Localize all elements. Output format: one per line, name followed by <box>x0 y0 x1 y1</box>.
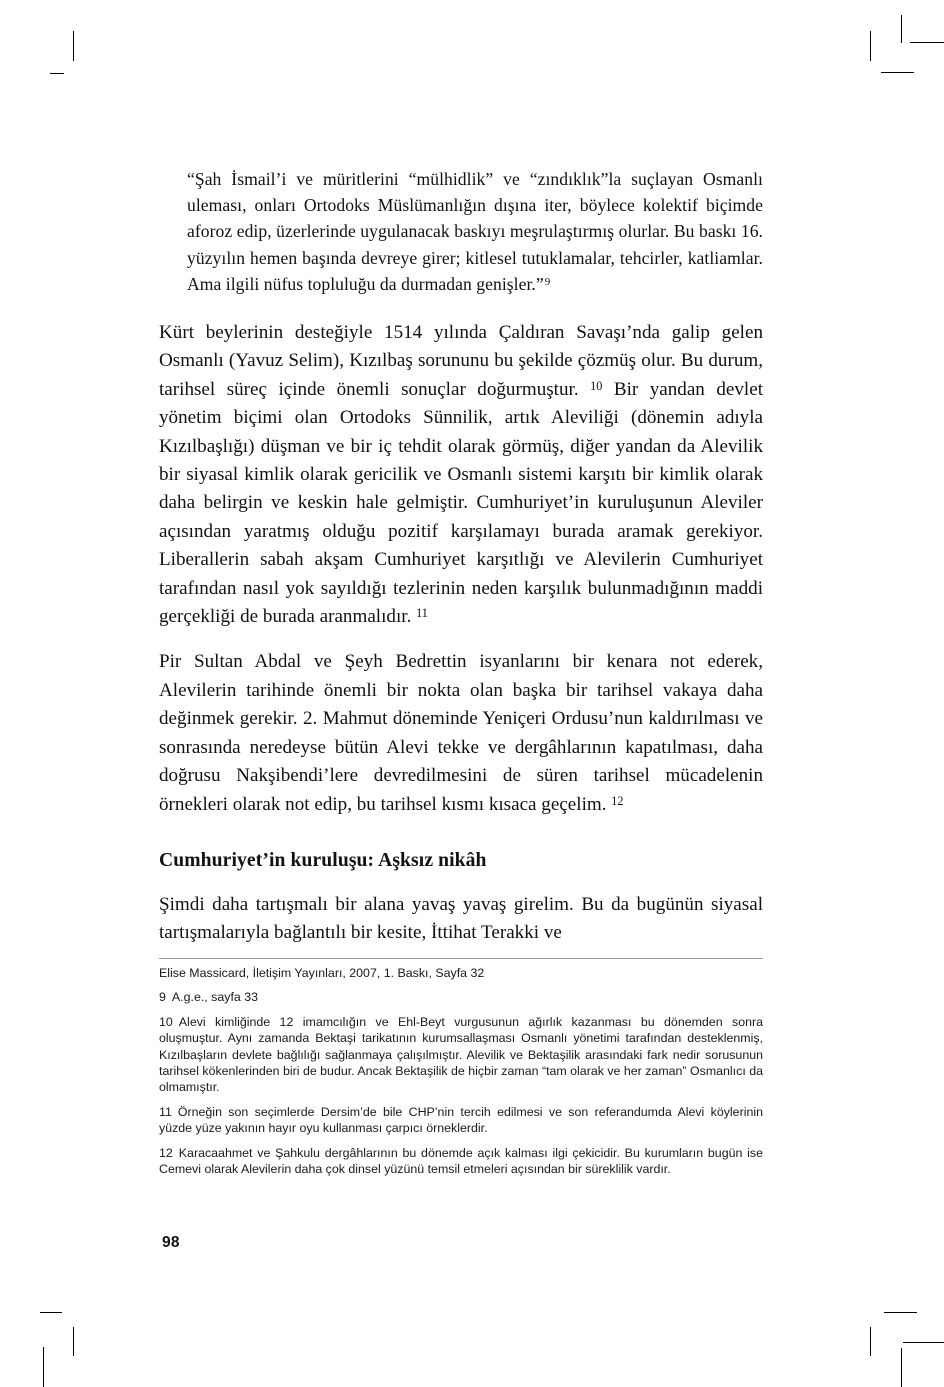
crop-mark-bottom-left-inner-vertical <box>73 1327 74 1356</box>
footnote-9 <box>159 989 763 1005</box>
section-heading: Cumhuriyet’in kuruluşu: Aşksız nikâh <box>159 849 487 871</box>
crop-mark-bottom-right-upper-horizontal <box>884 1312 917 1313</box>
footnote-number: 9 <box>159 990 166 1005</box>
body-paragraph-1 <box>159 319 763 631</box>
footnote-separator-rule <box>159 958 763 959</box>
blockquote <box>187 166 763 297</box>
paragraph-1-part-1: Kürt beylerinin desteğiyle 1514 yılında Çaldıran Savaşı’nda galip gelen Osmanlı (Yavuz Selim), Kızılbaş sorununu bu şekilde çözmüş olur. Bu durum, tarihsel süreç içinde önemli sonuçlar doğurmuştur. <box>159 322 763 400</box>
footnote-number: 12 <box>159 1145 173 1160</box>
footnote-11 <box>159 1104 763 1137</box>
crop-mark-top-right-outer-horizontal <box>881 72 914 73</box>
footnote-ref-12[interactable]: 12 <box>611 793 624 808</box>
footnote-ref-11[interactable]: 11 <box>416 605 428 620</box>
crop-mark-bottom-right-outer-vertical <box>901 1348 902 1387</box>
footnotes-block <box>159 965 763 1177</box>
footnote-12 <box>159 1145 763 1178</box>
crop-mark-bottom-right-inner-vertical <box>870 1327 871 1356</box>
footnote-text: Alevi kimliğinde 12 imamcılığın ve Ehl-Beyt vurgusunun ağırlık kazanması bu dönemden sonra oluşmuştur. Aynı zamanda Bektaşi tarikatının kurumsallaşması Osmanlı yönetimi tarafından desteklenmiş, Kızılbaşların devlete bağlılığı sağlanmaya çalışılmıştır. Alevilik ve Bektaşilik arasındaki fark nedir sorusunun tarihsel kökenlerinden biri de budur. Ancak Bektaşilik de hiçbir zaman “tam olarak ve her zaman” Osmanlıcı da olmamıştır. <box>159 1014 763 1095</box>
footnote-ref-9[interactable]: 9 <box>544 275 551 288</box>
footnote-text: Örneğin son seçimlerde Dersim’de bile CHP’nin tercih edilmesi ve son referandumda Alevi köylerinin yüzde yüze yakının hayır oyu kullanması çarpıcı örneklerdir. <box>159 1104 763 1136</box>
crop-mark-bottom-left-outer-vertical <box>43 1347 44 1387</box>
body-paragraph-2 <box>159 648 763 818</box>
footnote-text: A.g.e., sayfa 33 <box>171 990 259 1005</box>
paragraph-1-part-2: Bir yandan devlet yönetim biçimi olan Ortodoks Sünnilik, artık Aleviliği (dönemin adıyla Kızılbaşlığı) düşman ve bir iç tehdit olarak görmüş, diğer yandan da Alevilik bir siyasal kimlik olarak gericilik ve Osmanlı sistemi karşıtı bir kimlik olarak daha belirgin ve keskin hale gelmiştir. Cumhuriyet’in kuruluşunun Aleviler açısından yaratmış olduğu pozitif karşılamayı burada aramak gerekiyor. Liberallerin sabah akşam Cumhuriyet karşıtlığı ve Alevilerin Cumhuriyet tarafından nasıl yok sayıldığı tezlerinin neden karşılık bulunmadığının maddi gerçekliği de burada aranmalıdır. <box>159 378 763 628</box>
text-column <box>159 166 763 948</box>
crop-mark-top-left-vertical <box>73 31 74 61</box>
crop-mark-top-right-inner-horizontal <box>910 42 944 43</box>
page-number: 98 <box>162 1234 180 1251</box>
footnote-text: Elise Massicard, İletişim Yayınları, 2007, 1. Baskı, Sayfa 32 <box>159 966 485 980</box>
crop-mark-top-right-outer-vertical <box>901 15 902 43</box>
crop-mark-top-right-inner-vertical <box>870 31 871 61</box>
crop-mark-bottom-right-lower-horizontal <box>903 1342 944 1343</box>
footnote-source-line <box>159 965 763 981</box>
body-paragraph-3: Şimdi daha tartışmalı bir alana yavaş yavaş girelim. Bu da bugünün siyasal tartışmalarıyla bağlantılı bir kesite, İttihat Terakki ve <box>159 893 763 944</box>
blockquote-text: “Şah İsmail’i ve müritlerini “mülhidlik” ve “zındıklık”la suçlayan Osmanlı uleması, onları Ortodoks Müslümanlığın dışına iter, böylece kolektif biçimde aforoz edip, üzerlerinde uygulanacak baskıyı meşrulaştırmış olurlar. Bu baskı 16. yüzyılın hemen başında devreye girer; kitlesel tutuklamalar, tehcirler, katliamlar. Ama ilgili nüfus topluluğu da durmadan genişler.” <box>187 169 763 294</box>
paragraph-2-text: Pir Sultan Abdal ve Şeyh Bedrettin isyanlarını bir kenara not ederek, Alevilerin tarihinde önemli bir nokta olan başka bir tarihsel vakaya daha değinmek gerekir. 2. Mahmut döneminde Yeniçeri Ordusu’nun kaldırılması ve sonrasında neredeyse bütün Alevi tekke ve dergâhlarının kapatılması, daha doğrusu Nakşibendi’lere devredilmesini de süren tarihsel mücadelenin örnekleri olarak not edip, bu tarihsel kısmı kısaca geçelim. <box>159 651 763 815</box>
crop-mark-bottom-left-horizontal <box>40 1312 62 1313</box>
footnote-number: 11 <box>159 1104 172 1119</box>
footnote-number: 10 <box>159 1014 173 1029</box>
footnote-text: Karacaahmet ve Şahkulu dergâhlarının bu dönemde açık kalması ilgi çekicidir. Bu kurumların bugün ise Cemevi olarak Alevilerin daha çok dinsel yüzünü temsil etmeleri açısından bir süreklilik vardır. <box>159 1145 763 1177</box>
footnote-ref-10[interactable]: 10 <box>590 378 603 393</box>
crop-mark-top-left-horizontal <box>50 73 64 74</box>
footnote-10 <box>159 1014 763 1096</box>
